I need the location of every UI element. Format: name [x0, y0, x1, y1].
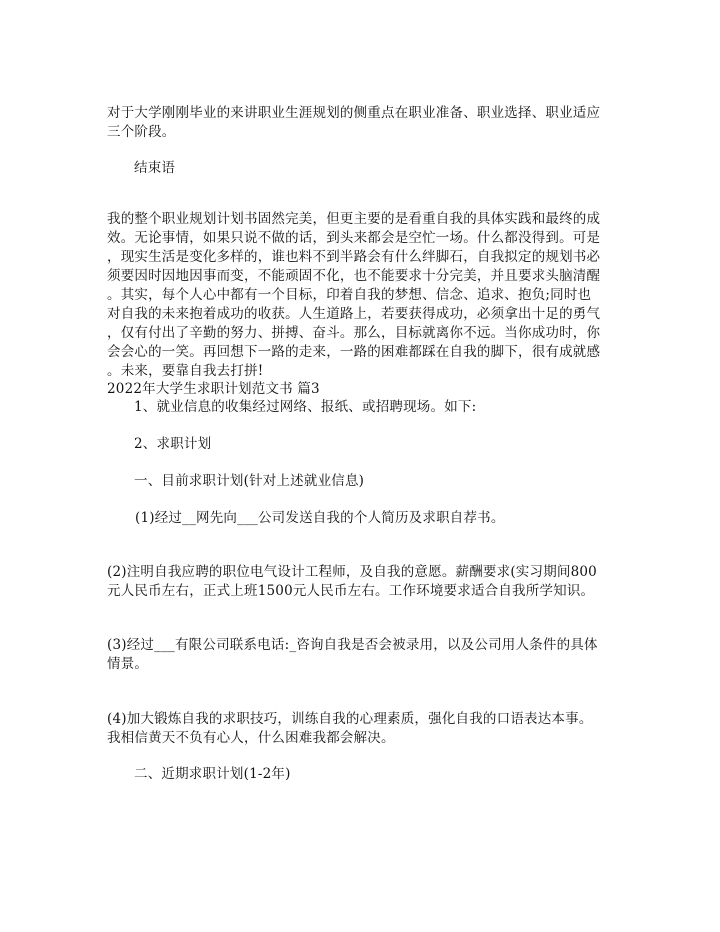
- conclusion-line-5: 。其实，每个人心中都有一个目标，印着自我的梦想、信念、追求、抱负;同时也: [107, 287, 592, 303]
- point-2-line-2: 元人民币左右，正式上班1500元人民币左右。工作环境要求适合自我所学知识。: [107, 583, 595, 599]
- point-4-line-1: (4)加大锻炼自我的求职技巧，训练自我的心理素质，强化自我的口语表达本事。: [107, 711, 593, 727]
- intro-line-2: 三个阶段。: [107, 124, 176, 140]
- conclusion-line-4: 须要因时因地因事而变，不能顽固不化，也不能要求十分完美，并且要求头脑清醒: [107, 268, 601, 284]
- point-3-line-2: 情景。: [107, 656, 149, 672]
- intro-line-1: 对于大学刚刚毕业的来讲职业生涯规划的侧重点在职业准备、职业选择、职业适应: [107, 105, 601, 121]
- point-1: (1)经过__网先向___公司发送自我的个人简历及求职自荐书。: [135, 510, 505, 526]
- conclusion-line-1: 我的整个职业规划计划书固然完美，但更主要的是看重自我的具体实践和最终的成: [107, 211, 601, 227]
- conclusion-line-2: 效。无论事情，如果只说不做的话，到头来都会是空忙一场。什么都没得到。可是: [107, 230, 601, 246]
- item-1: 1、就业信息的收集经过网络、报纸、或招聘现场。如下:: [134, 399, 477, 415]
- point-3-line-1: (3)经过___有限公司联系电话:_咨询自我是否会被录用，以及公司用人条件的具体: [107, 637, 598, 653]
- point-4-line-2: 我相信黄天不负有心人，什么困难我都会解决。: [107, 730, 395, 746]
- item-2: 2、求职计划: [134, 436, 212, 452]
- conclusion-line-8: 会会心的一笑。再回想下一路的走来，一路的困难都踩在自我的脚下，很有成就感: [107, 344, 601, 360]
- point-2-line-1: (2)注明自我应聘的职位电气设计工程师，及自我的意愿。薪酬要求(实习期间800: [107, 564, 597, 580]
- conclusion-line-7: ，仅有付出了辛勤的努力、拼搏、奋斗。那么，目标就离你不远。当你成功时，你: [107, 325, 601, 341]
- conclusion-line-6: 对自我的未来抱着成功的收获。人生道路上，若要获得成功，必须拿出十足的勇气: [107, 306, 601, 322]
- conclusion-line-3: ，现实生活是变化多样的，谁也料不到半路会有什么绊脚石，自我拟定的规划书必: [107, 249, 601, 265]
- section-1-heading: 一、目前求职计划(针对上述就业信息): [134, 473, 365, 489]
- conclusion-line-9: 。未来，要靠自我去打拼!: [107, 363, 264, 379]
- article-title: 2022年大学生求职计划范文书 篇3: [107, 381, 320, 397]
- section-2-heading: 二、近期求职计划(1-2年): [134, 766, 291, 782]
- conclusion-heading: 结束语: [134, 160, 176, 176]
